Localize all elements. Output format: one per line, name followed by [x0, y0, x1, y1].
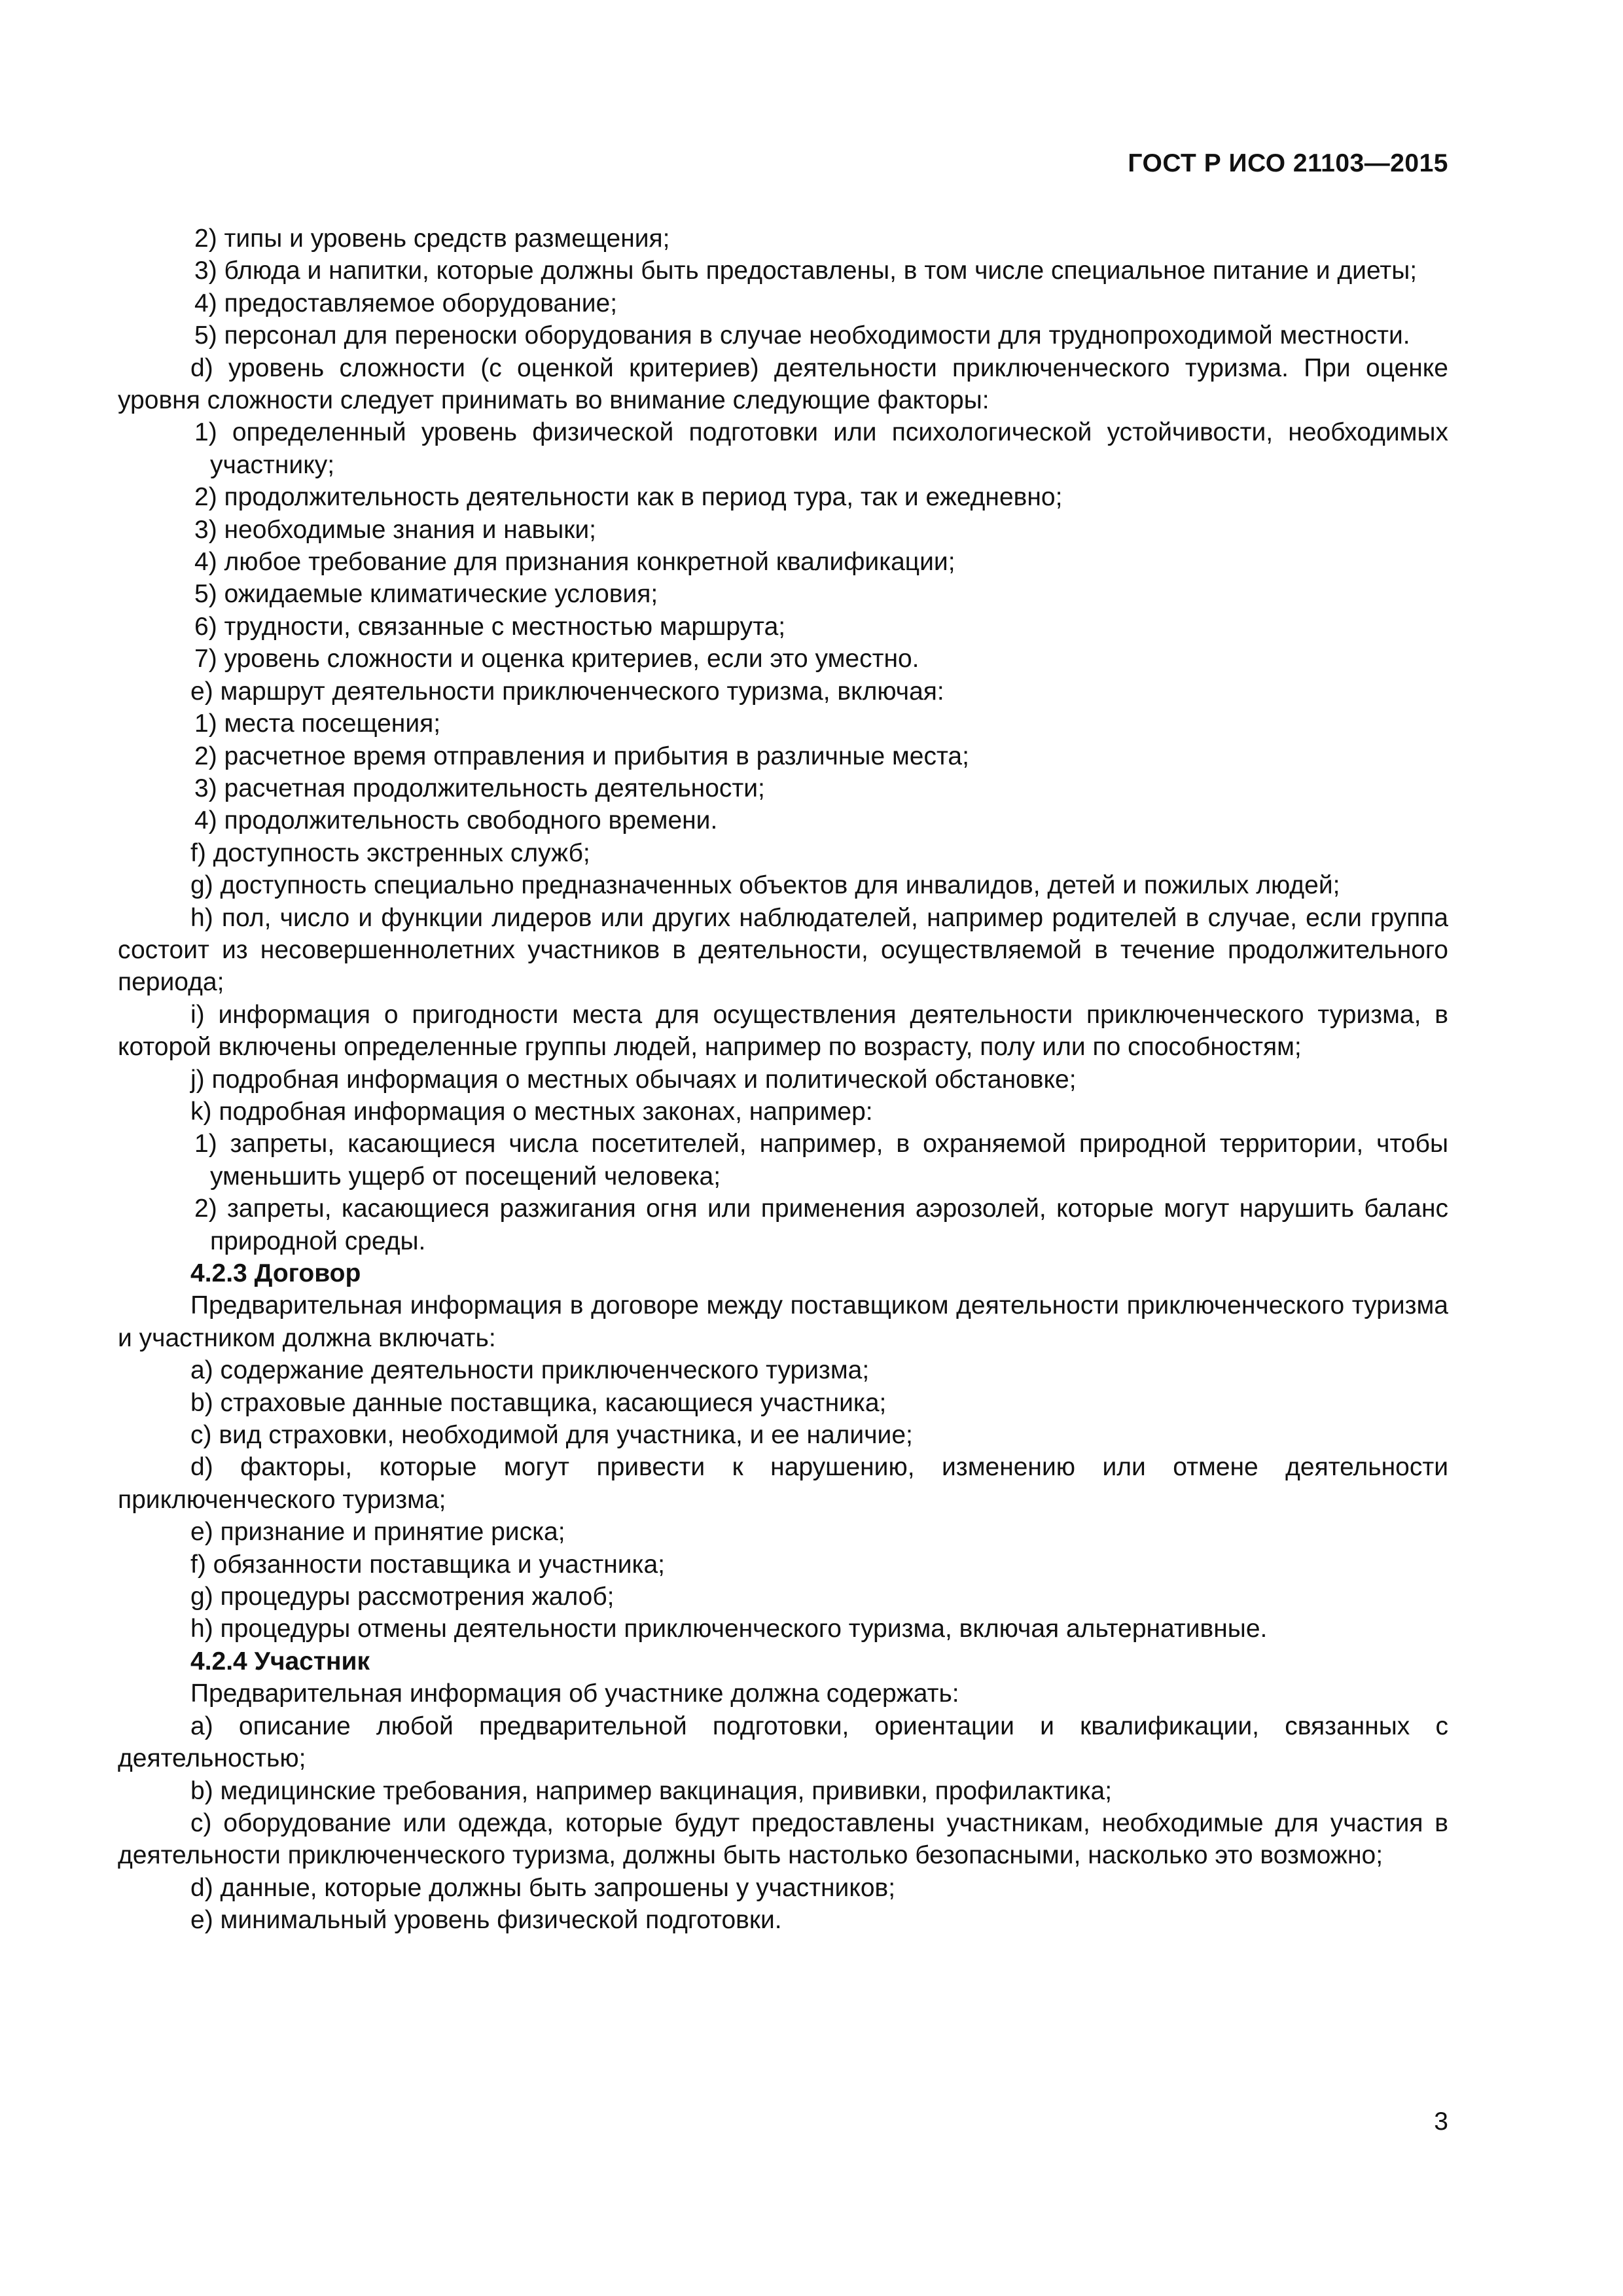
list-item-g: g) доступность специально предназначенных объектов для инвалидов, детей и пожилых людей; — [190, 871, 1340, 900]
list-item: 2) расчетное время отправления и прибытия в различные места; — [194, 742, 969, 770]
list-item: c) вид страховки, необходимой для участника, и ее наличие; — [190, 1421, 913, 1450]
list-item: 2) типы и уровень средств размещения; — [194, 224, 670, 253]
list-item: 3) необходимые знания и навыки; — [194, 515, 596, 544]
list-item: g) процедуры рассмотрения жалоб; — [190, 1583, 615, 1611]
list-item: 5) персонал для переноски оборудования в случае необходимости для труднопроходимой местности. — [194, 321, 1410, 350]
list-item: f) обязанности поставщика и участника; — [190, 1550, 665, 1579]
list-item: b) страховые данные поставщика, касающиеся участника; — [190, 1388, 887, 1417]
list-item: h) процедуры отмены деятельности приключенческого туризма, включая альтернативные. — [190, 1615, 1268, 1643]
list-item: d) факторы, которые могут привести к нарушению, изменению или отмене деятельности приключенческого туризма; — [118, 1453, 1448, 1514]
list-item: d) данные, которые должны быть запрошены у участников; — [190, 1873, 896, 1902]
list-item: 2) продолжительность деятельности как в период тура, так и ежедневно; — [194, 483, 1063, 512]
list-item: b) медицинские требования, например вакцинация, прививки, профилактика; — [190, 1776, 1113, 1805]
list-item: 2) запреты, касающиеся разжигания огня или применения аэрозолей, которые могут нарушить баланс природной среды. — [194, 1194, 1448, 1255]
list-item: 7) уровень сложности и оценка критериев, если это уместно. — [194, 645, 919, 673]
list-item-k: k) подробная информация о местных законах, например: — [190, 1097, 873, 1126]
list-item: 3) блюда и напитки, которые должны быть предоставлены, в том числе специальное питание и диеты; — [194, 257, 1418, 285]
section-intro: Предварительная информация об участнике должна содержать: — [190, 1679, 959, 1708]
list-item: 1) определенный уровень физической подготовки или психологической устойчивости, необходимых участнику; — [194, 418, 1448, 479]
list-item: c) оборудование или одежда, которые будут предоставлены участникам, необходимые для участия в деятельности приключенческого туризма, должны быть настолько безопасными, насколько это возможно; — [118, 1808, 1448, 1870]
list-item: 4) предоставляемое оборудование; — [194, 289, 618, 317]
section-heading-4-2-4: 4.2.4 Участник — [190, 1647, 370, 1676]
list-item: e) минимальный уровень физической подготовки. — [190, 1906, 782, 1935]
list-item: a) описание любой предварительной подготовки, ориентации и квалификации, связанных с деятельностью; — [118, 1712, 1448, 1773]
page-number: 3 — [1434, 2108, 1448, 2136]
list-item-i: i) информация о пригодности места для осуществления деятельности приключенческого туризма, в которой включены определенные группы людей, например по возрасту, полу или по способностям; — [118, 1000, 1448, 1062]
list-item: 1) места посещения; — [194, 709, 441, 738]
section-intro: Предварительная информация в договоре между поставщиком деятельности приключенческого туризма и участником должна включать: — [118, 1291, 1448, 1352]
list-item-d: d) уровень сложности (с оценкой критериев) деятельности приключенческого туризма. При оценке уровня сложности следует принимать во внимание следующие факторы: — [118, 353, 1448, 415]
list-item: a) содержание деятельности приключенческого туризма; — [190, 1356, 870, 1385]
list-item: 4) любое требование для признания конкретной квалификации; — [194, 548, 955, 577]
list-item: 4) продолжительность свободного времени. — [194, 806, 718, 835]
list-item: e) признание и принятие риска; — [190, 1518, 565, 1547]
list-item-j: j) подробная информация о местных обычаях и политической обстановке; — [190, 1065, 1077, 1094]
list-item-h: h) пол, число и функции лидеров или других наблюдателей, например родителей в случае, если группа состоит из несовершеннолетних участников в деятельности, осуществляемой в течение продолжительного периода; — [118, 903, 1448, 997]
section-heading-4-2-3: 4.2.3 Договор — [190, 1259, 361, 1287]
list-item: 3) расчетная продолжительность деятельности; — [194, 774, 765, 802]
list-item: 6) трудности, связанные с местностью маршрута; — [194, 612, 786, 641]
list-item: 5) ожидаемые климатические условия; — [194, 580, 658, 609]
page-body — [118, 223, 1448, 1937]
list-item-f: f) доступность экстренных служб; — [190, 838, 590, 867]
list-item-e: e) маршрут деятельности приключенческого туризма, включая: — [190, 677, 944, 706]
document-code-header: ГОСТ Р ИСО 21103—2015 — [1128, 149, 1448, 177]
list-item: 1) запреты, касающиеся числа посетителей, например, в охраняемой природной территории, чтобы уменьшить ущерб от посещений человека; — [194, 1130, 1448, 1191]
